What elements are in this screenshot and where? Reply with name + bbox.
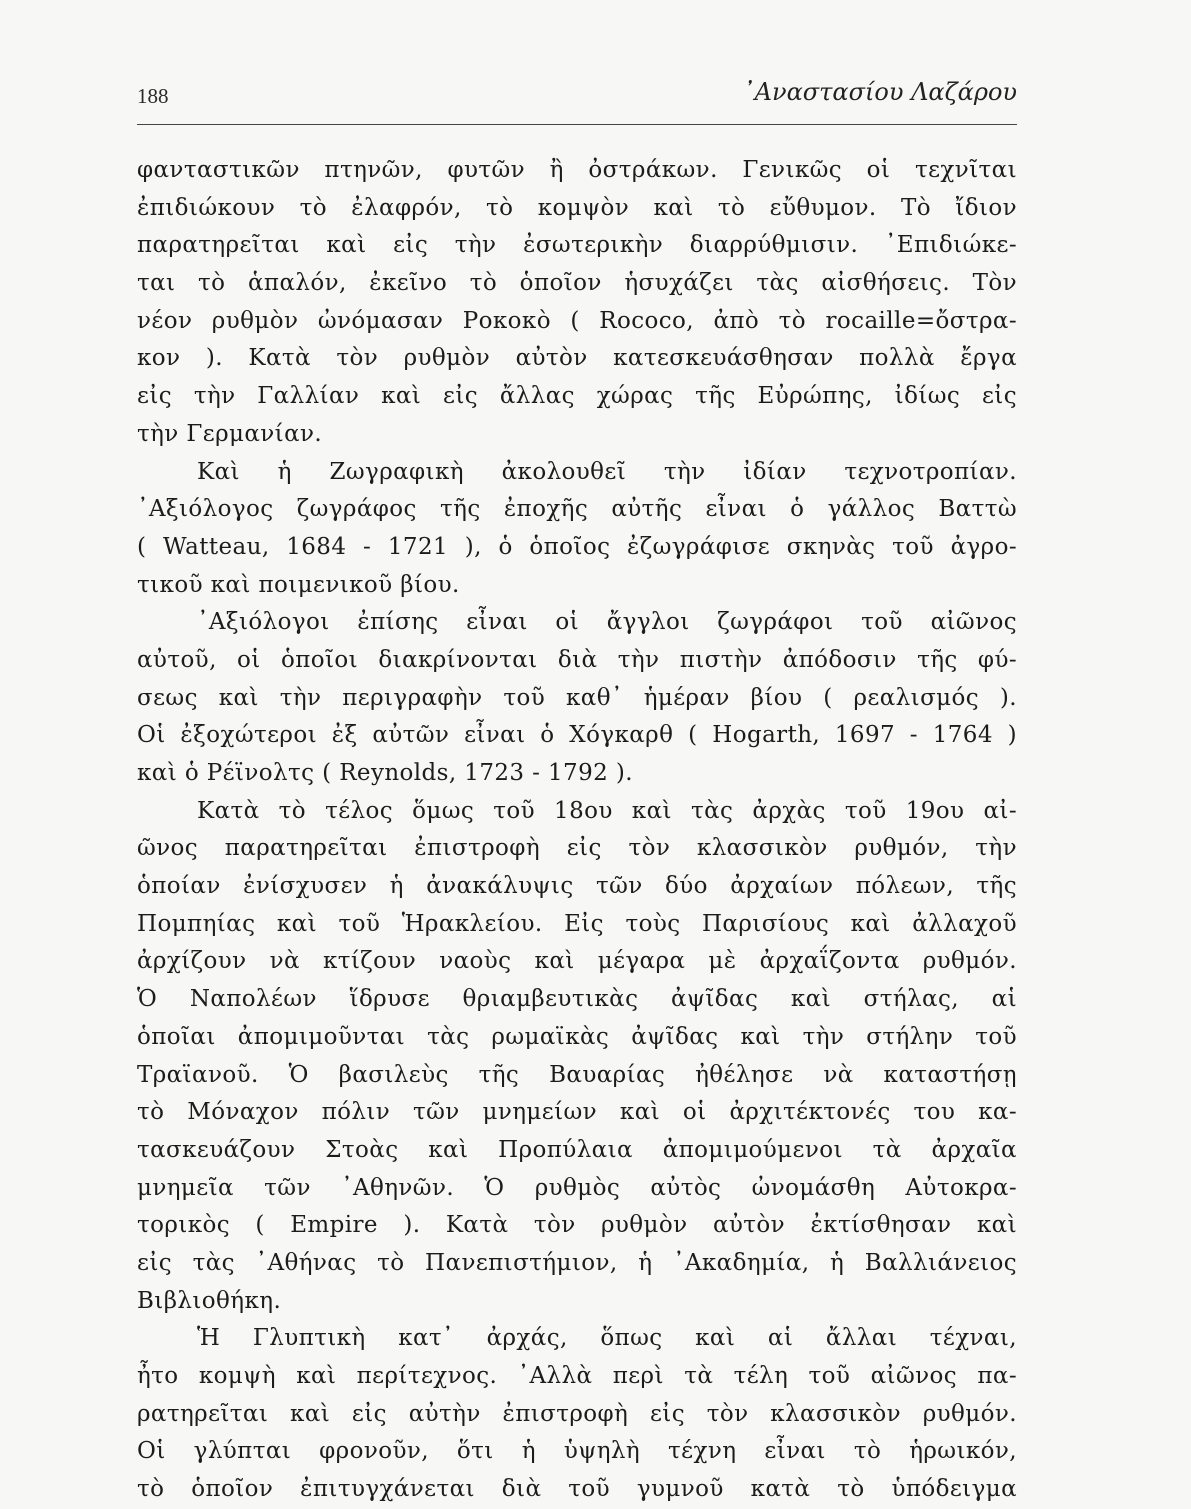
page-number: 188 [137,84,169,108]
running-head: ᾿Αναστασίου Λαζάρου [742,78,1017,106]
text-line: κον ). Κατὰ τὸν ρυθμὸν αὐτὸν κατεσκευάσθησαν πολλὰ ἔργα [137,345,1017,372]
text-line: Οἱ ἐξοχώτεροι ἐξ αὐτῶν εἶναι ὁ Χόγκαρθ ( Hogarth, 1697 - 1764 ) [137,722,1017,749]
text-line: ρατηρεῖται καὶ εἰς αὐτὴν ἐπιστροφὴ εἰς τὸν κλασσικὸν ρυθμόν. [137,1400,1017,1427]
text-line: Τραϊανοῦ. Ὁ βασιλεὺς τῆς Βαυαρίας ἠθέλησε νὰ καταστήσῃ [137,1061,1017,1088]
paragraph-first-line: Ἡ Γλυπτικὴ κατ᾿ ἀρχάς, ὅπως καὶ αἱ ἄλλαι τέχναι, [197,1325,1017,1352]
text-line: τὴν Γερμανίαν. [137,420,323,447]
text-line: παρατηρεῖται καὶ εἰς τὴν ἐσωτερικὴν διαρρύθμισιν. ᾿Επιδιώκε- [137,232,1017,259]
text-line: μνημεῖα τῶν ᾿Αθηνῶν. Ὁ ρυθμὸς αὐτὸς ὠνομάσθη Αὐτοκρα- [137,1174,1017,1201]
text-line: ἀρχίζουν νὰ κτίζουν ναοὺς καὶ μέγαρα μὲ ἀρχαΐζοντα ρυθμόν. [137,948,1017,975]
text-line: ᾿Αξιόλογος ζωγράφος τῆς ἐποχῆς αὐτῆς εἶναι ὁ γάλλος Βαττὼ [137,496,1017,523]
text-line: τὸ ὁποῖον ἐπιτυγχάνεται διὰ τοῦ γυμνοῦ κατὰ τὸ ὑπόδειγμα [137,1476,1017,1503]
header-rule [137,124,1017,125]
text-line: σεως καὶ τὴν περιγραφὴν τοῦ καθ᾿ ἡμέραν βίου ( ρεαλισμός ). [137,684,1017,711]
page-header [137,78,1017,118]
text-line: τὸ Μόναχον πόλιν τῶν μνημείων καὶ οἱ ἀρχιτέκτονές του κα- [137,1099,1017,1126]
text-line: φανταστικῶν πτηνῶν, φυτῶν ἢ ὀστράκων. Γενικῶς οἱ τεχνῖται [137,157,1017,183]
text-line: Ὁ Ναπολέων ἵδρυσε θριαμβευτικὰς ἀψῖδας καὶ στήλας, αἱ [137,986,1017,1013]
paragraph-first-line: ᾿Αξιόλογοι ἐπίσης εἶναι οἱ ἄγγλοι ζωγράφοι τοῦ αἰῶνος [197,609,1017,636]
text-line: ἦτο κομψὴ καὶ περίτεχνος. ᾿Αλλὰ περὶ τὰ τέλη τοῦ αἰῶνος πα- [137,1363,1017,1389]
text-line: ὁποῖαι ἀπομιμοῦνται τὰς ρωμαϊκὰς ἀψῖδας καὶ τὴν στήλην τοῦ [137,1023,1017,1050]
text-line: Οἱ γλύπται φρονοῦν, ὅτι ἡ ὑψηλὴ τέχνη εἶναι τὸ ἡρωικόν, [137,1438,1017,1465]
body-text [137,152,1017,1509]
text-line: ( Watteau, 1684 - 1721 ), ὁ ὁποῖος ἐζωγράφισε σκηνὰς τοῦ ἀγρο- [137,533,1017,560]
text-line: ἐπιδιώκουν τὸ ἐλαφρόν, τὸ κομψὸν καὶ τὸ εὔθυμον. Τὸ ἴδιον [137,194,1017,221]
text-line: αὐτοῦ, οἱ ὁποῖοι διακρίνονται διὰ τὴν πιστὴν ἀπόδοσιν τῆς φύ- [137,646,1017,673]
text-line: τικοῦ καὶ ποιμενικοῦ βίου. [137,571,460,598]
text-line: εἰς τὴν Γαλλίαν καὶ εἰς ἄλλας χώρας τῆς Εὐρώπης, ἰδίως εἰς [137,383,1017,410]
text-line: νέον ρυθμὸν ὠνόμασαν Ροκοκὸ ( Rococo, ἀπὸ τὸ rocaille=ὄστρα- [137,307,1017,334]
text-line: Βιβλιοθήκη. [137,1287,282,1314]
text-line: εἰς τὰς ᾿Αθήνας τὸ Πανεπιστήμιον, ἡ ᾿Ακαδημία, ἡ Βαλλιάνειος [137,1249,1017,1276]
text-line: ὁποίαν ἐνίσχυσεν ἡ ἀνακάλυψις τῶν δύο ἀρχαίων πόλεων, τῆς [137,873,1017,900]
text-line: καὶ ὁ Ρέϊνολτς ( Reynolds, 1723 - 1792 ). [137,760,633,786]
text-line: ται τὸ ἁπαλόν, ἐκεῖνο τὸ ὁποῖον ἡσυχάζει τὰς αἰσθήσεις. Τὸν [137,270,1017,297]
text-line: τασκευάζουν Στοὰς καὶ Προπύλαια ἀπομιμούμενοι τὰ ἀρχαῖα [137,1136,1017,1163]
text-line: ῶνος παρατηρεῖται ἐπιστροφὴ εἰς τὸν κλασσικὸν ρυθμόν, τὴν [137,835,1017,862]
text-line: Πομπηίας καὶ τοῦ Ἡρακλείου. Εἰς τοὺς Παρισίους καὶ ἀλλαχοῦ [137,910,1017,937]
paragraph-first-line: Κατὰ τὸ τέλος ὅμως τοῦ 18ου καὶ τὰς ἀρχὰς τοῦ 19ου αἰ- [197,797,1017,824]
paragraph-first-line: Καὶ ἡ Ζωγραφικὴ ἀκολουθεῖ τὴν ἰδίαν τεχνοτροπίαν. [197,458,1017,485]
text-line: τορικὸς ( Empire ). Κατὰ τὸν ρυθμὸν αὐτὸν ἐκτίσθησαν καὶ [137,1212,1017,1239]
